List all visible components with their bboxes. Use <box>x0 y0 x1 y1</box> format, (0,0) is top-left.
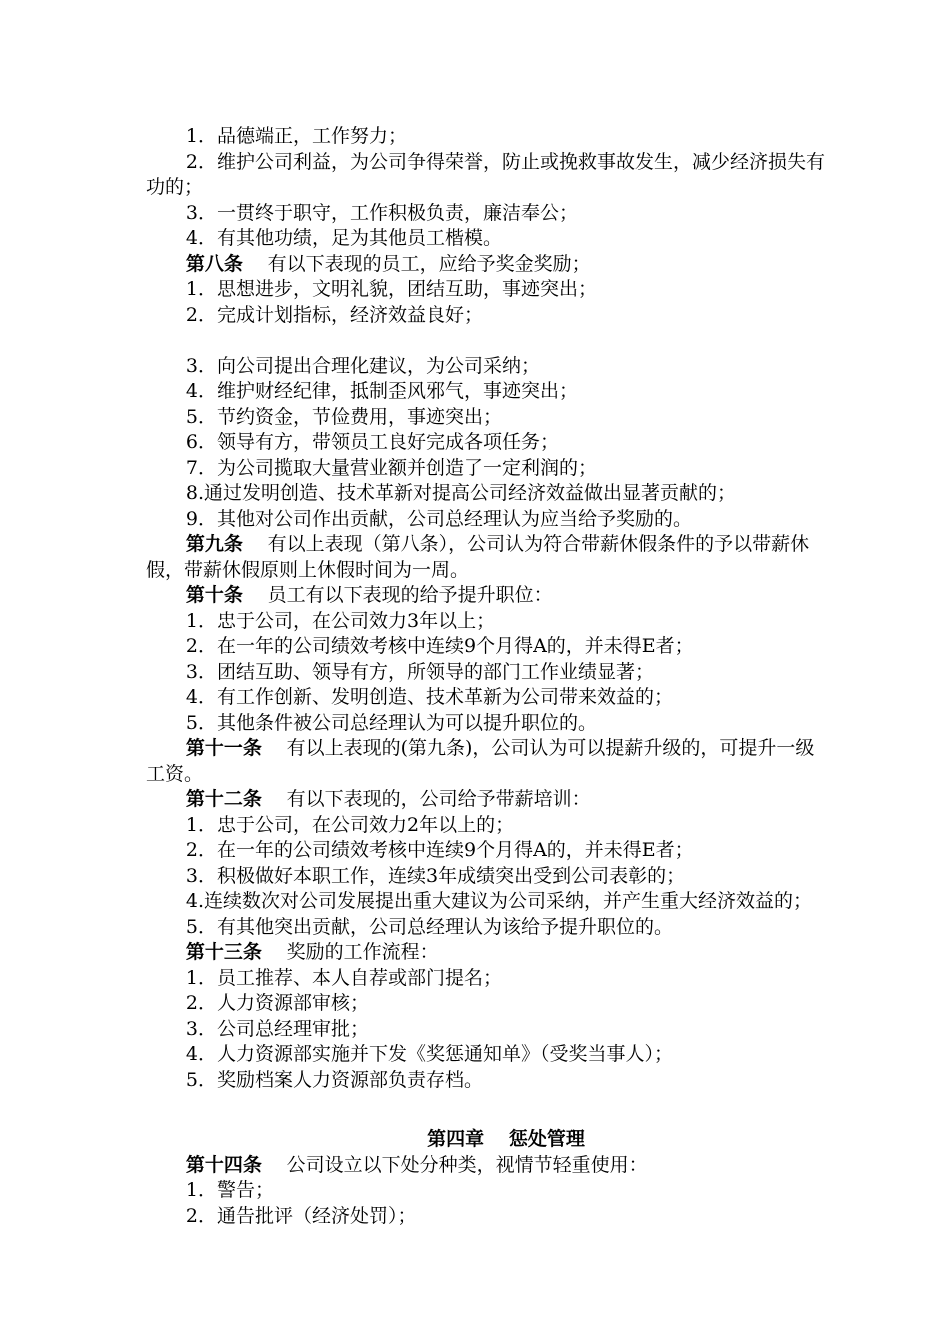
blank-line <box>146 1093 826 1127</box>
chapter-number: 第四章 <box>427 1128 485 1150</box>
list-item: 8.通过发明创造、技术革新对提高公司经济效益做出显著贡献的； <box>185 482 737 504</box>
list-item: 5．有其他突出贡献，公司总经理认为该给予提升职位的。 <box>185 915 673 938</box>
list-item: 2．完成计划指标，经济效益良好； <box>185 303 483 326</box>
list-item: 1．员工推荐、本人自荐或部门提名； <box>185 966 502 989</box>
list-item: 1．警告； <box>185 1179 274 1201</box>
list-item: 4．有工作创新、发明创造、技术革新为公司带来效益的； <box>185 686 673 708</box>
article-12 <box>146 787 826 813</box>
document-body <box>146 124 826 1229</box>
article-text: 有以上表现的(第九条)，公司认为可以提薪升级的，可提升一级工资。 <box>146 737 815 785</box>
chapter-title: 惩处管理 <box>508 1128 585 1150</box>
list-item: 3．一贯终于职守，工作积极负责，廉洁奉公； <box>185 201 578 224</box>
article-text: 有以上表现（第八条），公司认为符合带薪休假条件的予以带薪休假，带薪休假原则上休假时间为一周。 <box>146 533 810 581</box>
article-14 <box>146 1153 826 1179</box>
list-item: 2．维护公司利益，为公司争得荣誉，防止或挽救事故发生，减少经济损失有功的； <box>146 150 825 198</box>
list-item: 2．在一年的公司绩效考核中连续9个月得A的，并未得E者； <box>185 635 694 657</box>
article-title: 第十三条 <box>185 941 262 963</box>
list-item: 1．品德端正，工作努力； <box>185 125 407 147</box>
list-item: 9．其他对公司作出贡献，公司总经理认为应当给予奖励的。 <box>185 507 692 530</box>
article-text: 公司设立以下处分种类，视情节轻重使用： <box>286 1153 648 1176</box>
article-9 <box>146 532 826 583</box>
article-title: 第十四条 <box>185 1153 262 1176</box>
article-title: 第九条 <box>185 533 243 555</box>
list-item: 5．节约资金，节俭费用，事迹突出； <box>185 405 502 428</box>
chapter-heading <box>146 1127 826 1153</box>
blank-line <box>146 328 826 354</box>
list-item: 5．奖励档案人力资源部负责存档。 <box>185 1068 483 1091</box>
list-item: 5．其他条件被公司总经理认为可以提升职位的。 <box>185 711 597 734</box>
article-text: 奖励的工作流程： <box>286 941 439 963</box>
list-item: 2．通告批评（经济处罚）； <box>185 1204 417 1227</box>
article-text: 有以下表现的，公司给予带薪培训： <box>286 788 591 810</box>
article-8 <box>146 252 826 278</box>
list-item: 3．积极做好本职工作，连续3年成绩突出受到公司表彰的； <box>185 864 686 887</box>
list-item: 1．忠于公司，在公司效力2年以上的； <box>185 813 515 836</box>
list-item: 4．有其他功绩，足为其他员工楷模。 <box>185 227 502 249</box>
article-title: 第十一条 <box>185 737 262 759</box>
article-13 <box>146 940 826 966</box>
list-item: 1．思想进步，文明礼貌，团结互助，事迹突出； <box>185 278 597 300</box>
article-title: 第八条 <box>185 252 243 275</box>
list-item: 4．维护财经纪律，抵制歪风邪气，事迹突出； <box>185 380 578 402</box>
list-item: 2．在一年的公司绩效考核中连续9个月得A的，并未得E者； <box>185 839 694 861</box>
article-title: 第十二条 <box>185 788 262 810</box>
list-item: 6．领导有方，带领员工良好完成各项任务； <box>185 431 559 453</box>
list-item: 4.连续数次对公司发展提出重大建议为公司采纳，并产生重大经济效益的； <box>185 890 813 912</box>
list-item: 3．向公司提出合理化建议，为公司采纳； <box>185 354 540 377</box>
list-item: 3．团结互助、领导有方，所领导的部门工作业绩显著； <box>185 660 654 683</box>
list-item: 1．忠于公司，在公司效力3年以上； <box>185 609 496 632</box>
list-item: 7．为公司揽取大量营业额并创造了一定利润的； <box>185 456 597 479</box>
article-text: 员工有以下表现的给予提升职位： <box>267 584 553 606</box>
article-text: 有以下表现的员工，应给予奖金奖励； <box>267 252 591 275</box>
article-title: 第十条 <box>185 584 243 606</box>
list-item: 4．人力资源部实施并下发《奖惩通知单》（受奖当事人）； <box>185 1043 673 1065</box>
article-11 <box>146 736 826 787</box>
list-item: 2．人力资源部审核； <box>185 992 369 1014</box>
list-item: 3．公司总经理审批； <box>185 1017 369 1040</box>
article-10 <box>146 583 826 609</box>
